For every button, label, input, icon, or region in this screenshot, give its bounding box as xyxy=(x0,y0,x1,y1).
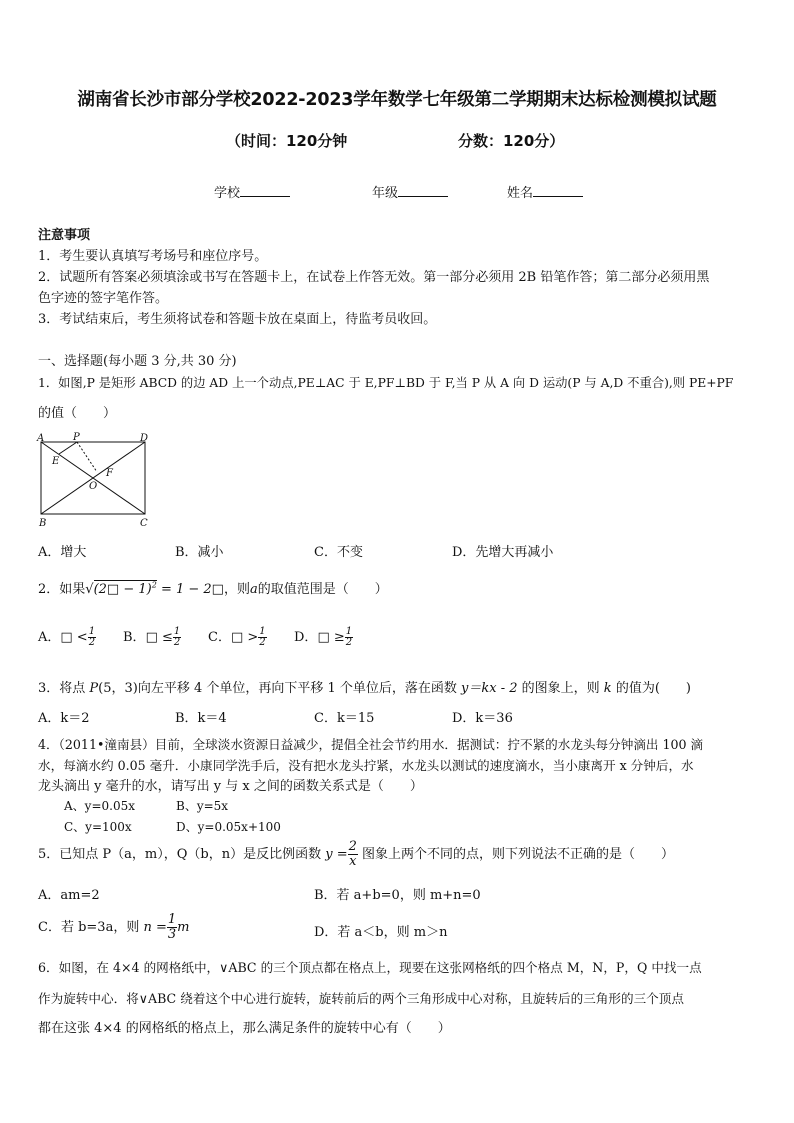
segment-pe xyxy=(59,442,77,454)
q2-option-label: C． xyxy=(208,630,231,645)
exam-score: 分数：120分） xyxy=(458,132,565,150)
q2-option-sym: □ < xyxy=(60,630,88,645)
question-4-line2: 水，每滴水约 0.05 毫升．小康同学洗手后，没有把水龙头拧紧，水龙头以测试的速度滴水，当小康离开 x 分钟后，水 xyxy=(38,758,694,773)
q2-suffix: ，则 xyxy=(223,582,250,597)
q5-option-d[interactable]: D．若 a＜b，则 m＞n xyxy=(314,925,448,940)
q5-option-a[interactable]: A．am=2 xyxy=(38,888,100,903)
q1-option-c[interactable]: C．不变 xyxy=(314,545,363,560)
q4-option-c[interactable]: C、y=100x xyxy=(64,820,132,834)
q2-option-sym: □ ≤ xyxy=(145,630,173,645)
question-2 xyxy=(38,578,388,597)
fraction: $\frac{1}{2}$ xyxy=(173,626,181,648)
q2-option-sym: □ ≥ xyxy=(317,630,345,645)
notes-heading: 注意事项 xyxy=(38,228,91,243)
label-p: P xyxy=(73,432,80,443)
q5-option-c[interactable]: C．若 b=3a，则 n = $\frac{1}{3}$ m xyxy=(38,912,190,942)
question-5: 5．已知点 P（a，m），Q（b，n）是反比例函数 y = $\frac{2}{x}$ 图象上两个不同的点，则下列说法不正确的是（ ） xyxy=(38,839,675,869)
q3-function: y＝kx - 2 xyxy=(461,681,518,696)
q2-var: a xyxy=(249,582,258,597)
q2-option-label: B． xyxy=(123,630,146,645)
question-3: 3．将点 P(5，3)向左平移 4 个单位，再向下平移 1 个单位后，落在函数 y＝kx - 2 的图象上，则 k 的值为( ) xyxy=(38,681,691,696)
question-1-line2: 的值（ ） xyxy=(38,406,117,421)
fraction: $\frac{2}{x}$ xyxy=(348,839,357,869)
school-blank[interactable] xyxy=(240,184,290,197)
name-label: 姓名 xyxy=(507,186,534,201)
q5-y: y = xyxy=(325,847,348,862)
school-field[interactable] xyxy=(214,182,290,201)
q5-option-b[interactable]: B．若 a+b=0，则 m+n=0 xyxy=(314,888,481,903)
label-o: O xyxy=(89,481,98,492)
section-heading: 一、选择题(每小题 3 分,共 30 分) xyxy=(38,354,237,369)
q2-tail: 的取值范围是（ ） xyxy=(257,582,388,597)
q2-option-label: A． xyxy=(38,630,61,645)
q2-radicand: (2□ − 1) xyxy=(93,582,152,597)
q4-option-d[interactable]: D、y=0.05x+100 xyxy=(176,820,281,834)
grade-blank[interactable] xyxy=(398,184,448,197)
q2-rhs: = 1 − 2□ xyxy=(160,582,224,597)
q2-radical: √(2□ − 1)$^2$ = 1 − 2□ xyxy=(85,580,224,597)
q4-option-a[interactable]: A、y=0.05x xyxy=(64,799,135,813)
question-6-line2: 作为旋转中心．将∨ABC 绕着这个中心进行旋转，旋转前后的两个三角形成中心对称，且旋转后的三角形的三个顶点 xyxy=(38,991,684,1006)
fraction: $\frac{1}{2}$ xyxy=(345,626,353,648)
q1-option-d[interactable]: D．先增大再减小 xyxy=(452,545,554,560)
q3-point: P xyxy=(89,681,99,696)
label-f: F xyxy=(106,468,113,479)
grade-field[interactable] xyxy=(372,182,448,201)
q2-option-b[interactable] xyxy=(123,626,181,648)
q3-option-d[interactable]: D．k＝36 xyxy=(452,711,513,726)
exam-time: （时间：120分钟 xyxy=(226,132,348,150)
question-1-line1: 1．如图,P 是矩形 ABCD 的边 AD 上一个动点,PE⊥AC 于 E,PF⊥BD 于 F,当 P 从 A 向 D 运动(P 与 A,D 不重合),则 PE+PF xyxy=(38,376,734,390)
q1-option-b[interactable]: B．减小 xyxy=(175,545,224,560)
note-item: 色字迹的签字笔作答。 xyxy=(38,291,169,306)
q2-option-a[interactable] xyxy=(38,626,96,648)
name-blank[interactable] xyxy=(533,184,583,197)
label-e: E xyxy=(52,456,60,467)
label-b: B xyxy=(39,518,47,529)
q3-option-c[interactable]: C．k＝15 xyxy=(314,711,375,726)
q2-prefix: 2．如果 xyxy=(38,582,86,597)
q2-option-d[interactable] xyxy=(294,626,353,648)
q3-k: k xyxy=(603,681,612,696)
q3-option-a[interactable]: A．k＝2 xyxy=(38,711,90,726)
q3-option-b[interactable]: B．k＝4 xyxy=(175,711,227,726)
label-d: D xyxy=(140,433,149,444)
label-c: C xyxy=(140,518,148,529)
grade-label: 年级 xyxy=(372,186,399,201)
q1-option-a[interactable]: A．增大 xyxy=(38,545,87,560)
name-field[interactable] xyxy=(507,182,583,201)
question-4-line3: 龙头滴出 y 毫升的水，请写出 y 与 x 之间的函数关系式是（ ） xyxy=(38,779,423,794)
rectangle-figure xyxy=(34,432,156,530)
fraction: $\frac{1}{2}$ xyxy=(259,626,266,648)
note-item: 3．考试结束后，考生须将试卷和答题卡放在桌面上，待监考员收回。 xyxy=(38,312,437,327)
question-6-line1: 6．如图，在 4×4 的网格纸中，∨ABC 的三个顶点都在格点上，现要在这张网格纸的四个格点 M，N，P，Q 中找一点 xyxy=(38,960,702,975)
school-label: 学校 xyxy=(214,186,241,201)
note-item: 1．考生要认真填写考场号和座位序号。 xyxy=(38,249,268,264)
fraction: $\frac{1}{3}$ xyxy=(167,912,177,942)
q2-option-label: D． xyxy=(294,630,318,645)
segment-pf xyxy=(77,442,97,472)
q4-option-b[interactable]: B、y=5x xyxy=(176,799,229,813)
q2-option-c[interactable] xyxy=(208,626,267,648)
fraction: $\frac{1}{2}$ xyxy=(88,626,96,648)
question-6-line3: 都在这张 4×4 的网格纸的格点上，那么满足条件的旋转中心有（ ） xyxy=(38,1021,451,1036)
label-a: A xyxy=(37,433,45,444)
note-item: 2．试题所有答案必须填涂或书写在答题卡上，在试卷上作答无效。第一部分必须用 2B 铅笔作答；第二部分必须用黑 xyxy=(38,270,710,285)
q2-exponent: 2 xyxy=(151,580,157,590)
exam-title: 湖南省长沙市部分学校2022-2023学年数学七年级第二学期期末达标检测模拟试题 xyxy=(77,90,717,110)
q2-option-sym: □ > xyxy=(230,630,259,645)
question-4-line1: 4．（2011•潼南县）目前，全球淡水资源日益减少，提倡全社会节约用水．据测试：拧不紧的水龙头每分钟滴出 100 滴 xyxy=(38,737,704,752)
